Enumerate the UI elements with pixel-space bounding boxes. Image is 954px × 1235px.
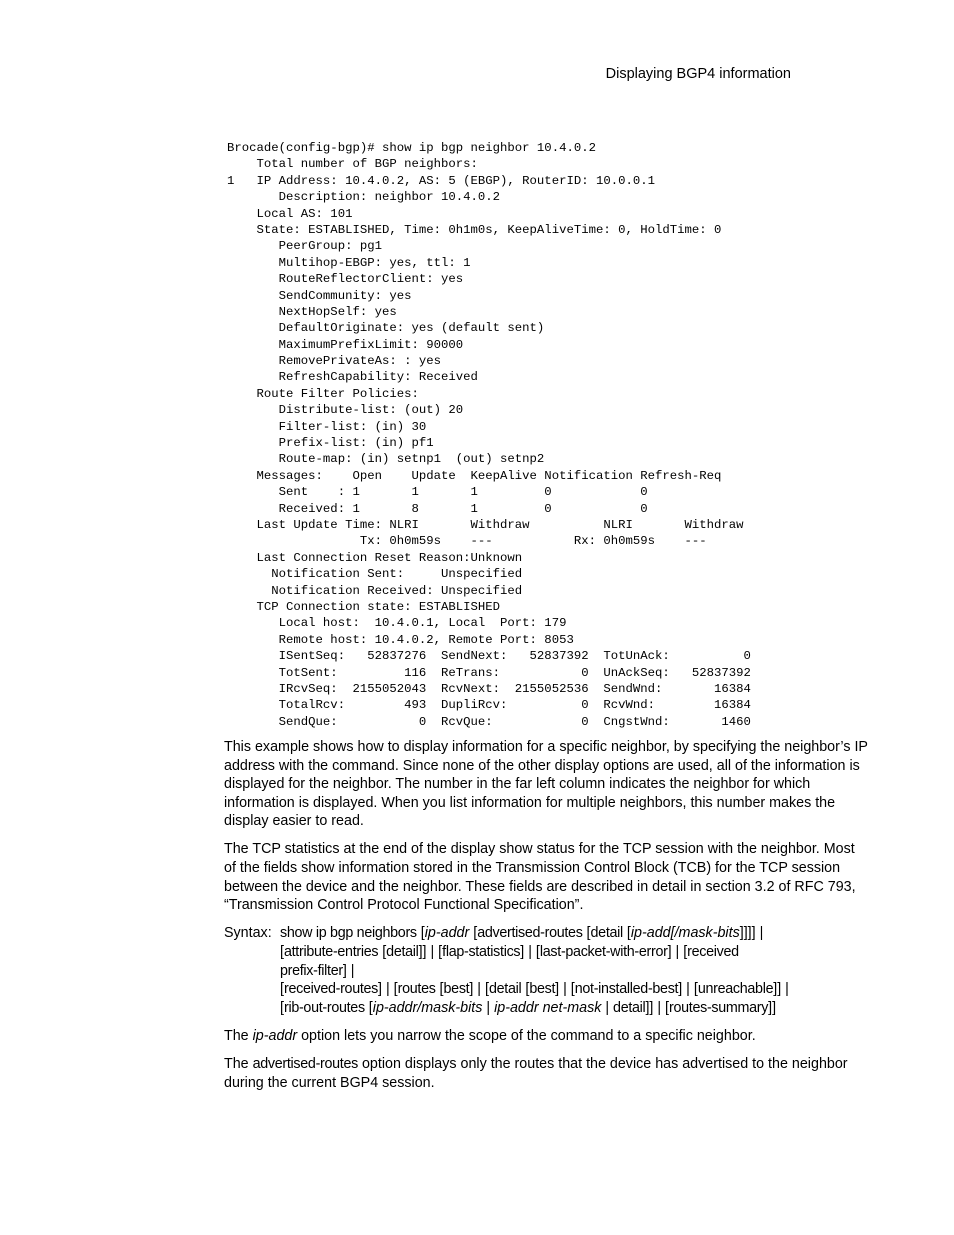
syntax-text: [ — [280, 981, 284, 998]
syntax-keyword: advertised-routes — [477, 925, 583, 942]
paragraph-example: This example shows how to display information for a specific neighbor, by specifying the neighbor’s IP address with the command. Since none of the other display options are used, all of the information is displayed for the neighbor. The number in the far left column indicates the neighbor for which information is displayed. When you list information for multiple neighbors, this number makes the display easier to read. — [224, 739, 868, 830]
syntax-argument: ip-addr — [424, 925, 470, 942]
syntax-text: ] | [ — [667, 943, 688, 960]
code-line: Total number of BGP neighbors: — [227, 157, 478, 172]
paragraph-tcp-statistics: The TCP statistics at the end of the display show status for the TCP session with the neighbor. Most of the fields show information stored in the Transmission Control Block (TCB) for the TCP session between the device and the neighbor. These fields are described in detail in section 3.2 of RFC 793, “Transmission Control Protocol Functional Specification”. — [224, 841, 856, 914]
code-line: IRcvSeq: 2155052043 RcvNext: 2155052536 SendWnd: 16384 — [227, 681, 751, 696]
syntax-text: ]] | [ — [645, 999, 670, 1016]
syntax-text: ] | — [342, 962, 355, 979]
syntax-keyword: rib-out-routes — [283, 999, 365, 1016]
syntax-keyword: unreachable — [697, 981, 774, 998]
paragraph-ip-addr-option — [224, 1027, 869, 1046]
syntax-text: [ — [521, 981, 530, 998]
paragraph-text: The — [224, 1027, 253, 1044]
code-line: Last Update Time: NLRI Withdraw NLRI Withdraw — [227, 517, 744, 532]
syntax-text: ] | [ — [520, 943, 540, 960]
syntax-keyword: flap-statistics — [442, 943, 521, 960]
code-line: TCP Connection state: ESTABLISHED — [227, 599, 501, 614]
paragraph-text: The — [224, 1055, 253, 1072]
syntax-keyword: attribute-entries — [283, 943, 379, 960]
syntax-keyword: received-routes — [283, 981, 379, 998]
code-line: Tx: 0h0m59s --- Rx: 0h0m59s --- — [227, 534, 707, 549]
syntax-text: ] | [ — [469, 981, 489, 998]
syntax-keyword: detail — [386, 943, 419, 960]
code-line: Prefix-list: (in) pf1 — [227, 436, 434, 451]
cli-output-block — [227, 140, 751, 730]
syntax-text: [ — [622, 925, 631, 942]
paragraph-text: option displays only the routes that the device has advertised to the neighbor during the current BGP4 session. — [224, 1055, 848, 1091]
syntax-argument: ip-addr/mask-bits — [372, 999, 483, 1016]
syntax-keyword: detail — [613, 999, 646, 1016]
code-line: Messages: Open Update KeepAlive Notification Refresh-Req — [227, 468, 722, 483]
code-line: Route Filter Policies: — [227, 386, 419, 401]
code-line: Multihop-EBGP: yes, ttl: 1 — [227, 255, 471, 270]
code-line: PeerGroup: pg1 — [227, 239, 382, 254]
code-line: TotSent: 116 ReTrans: 0 UnAckSeq: 52837392 — [227, 665, 751, 680]
syntax-keyword: best — [529, 981, 556, 998]
paragraph-text: option lets you narrow the scope of the command to a specific neighbor. — [297, 1027, 756, 1044]
syntax-text: ] | [ — [555, 981, 575, 998]
code-line: MaximumPrefixLimit: 90000 — [227, 337, 464, 352]
code-line: Sent : 1 1 1 0 0 — [227, 485, 648, 500]
syntax-keyword: prefix-filter — [280, 962, 343, 979]
code-line: Distribute-list: (out) 20 — [227, 403, 464, 418]
syntax-text: [ — [364, 999, 373, 1016]
code-line: Received: 1 8 1 0 0 — [227, 501, 648, 516]
code-line: 1 IP Address: 10.4.0.2, AS: 5 (EBGP), RouterID: 10.0.0.1 — [227, 173, 656, 188]
code-line: Notification Sent: Unspecified — [227, 567, 523, 582]
code-line: TotalRcv: 493 DupliRcv: 0 RcvWnd: 16384 — [227, 698, 751, 713]
syntax-keyword: routes-summary — [669, 999, 769, 1016]
syntax-text: ]] | — [773, 981, 789, 998]
syntax-text: [ — [469, 925, 478, 942]
syntax-keyword: routes — [397, 981, 436, 998]
syntax-text: [ — [280, 943, 284, 960]
syntax-line — [280, 999, 869, 1018]
syntax-line — [280, 962, 869, 981]
code-line: Local host: 10.4.0.1, Local Port: 179 — [227, 616, 567, 631]
code-line: Local AS: 101 — [227, 206, 353, 221]
code-line: ISentSeq: 52837276 SendNext: 52837392 TotUnAck: 0 — [227, 649, 751, 664]
code-line: Description: neighbor 10.4.0.2 — [227, 190, 501, 205]
syntax-keyword: received — [687, 943, 739, 960]
option-keyword: advertised-routes — [252, 1055, 358, 1072]
code-line: Remote host: 10.4.0.2, Remote Port: 8053 — [227, 632, 574, 647]
syntax-text: ]] | [ — [418, 943, 443, 960]
syntax-keyword: last-packet-with-error — [539, 943, 668, 960]
code-line: SendCommunity: yes — [227, 288, 412, 303]
syntax-text: | — [482, 999, 495, 1016]
syntax-keyword: detail — [590, 925, 623, 942]
code-line: SendQue: 0 RcvQue: 0 CngstWnd: 1460 — [227, 714, 751, 729]
syntax-block — [224, 924, 869, 1017]
code-line: DefaultOriginate: yes (default sent) — [227, 321, 545, 336]
syntax-text: [ — [378, 943, 387, 960]
code-line: Last Connection Reset Reason:Unknown — [227, 550, 523, 565]
code-line: Brocade(config-bgp)# show ip bgp neighbor 10.4.0.2 — [227, 141, 596, 155]
syntax-line — [280, 980, 869, 999]
syntax-argument: ip-addr net-mask — [494, 999, 602, 1016]
syntax-text: ]] — [768, 999, 777, 1016]
code-line: RouteReflectorClient: yes — [227, 272, 464, 287]
syntax-line — [280, 943, 869, 962]
code-line: RefreshCapability: Received — [227, 370, 478, 385]
syntax-text: | — [601, 999, 614, 1016]
syntax-argument: ip-add[/mask-bits — [630, 925, 740, 942]
code-line: RemovePrivateAs: : yes — [227, 354, 442, 369]
syntax-label: Syntax: — [224, 925, 272, 942]
syntax-text: [ — [435, 981, 444, 998]
syntax-text: [ — [280, 999, 284, 1016]
syntax-keyword: detail — [488, 981, 522, 998]
code-line: State: ESTABLISHED, Time: 0h1m0s, KeepAliveTime: 0, HoldTime: 0 — [227, 222, 722, 237]
paragraph-advertised-routes-option — [224, 1055, 869, 1092]
syntax-keyword: best — [443, 981, 470, 998]
code-line: NextHopSelf: yes — [227, 304, 397, 319]
syntax-text: [ — [416, 925, 425, 942]
syntax-text: [ — [582, 925, 591, 942]
syntax-text: ]]]] | — [739, 925, 764, 942]
running-header: Displaying BGP4 information — [605, 66, 791, 82]
option-argument: ip-addr — [252, 1027, 298, 1044]
code-line: Route-map: (in) setnp1 (out) setnp2 — [227, 452, 545, 467]
syntax-text: ] | [ — [378, 981, 398, 998]
syntax-keyword: not-installed-best — [574, 981, 679, 998]
body-text — [224, 738, 869, 1102]
command-keyword: show ip bgp neighbors — [280, 925, 417, 942]
syntax-text: ] | [ — [678, 981, 698, 998]
syntax-line — [280, 924, 869, 943]
code-line: Filter-list: (in) 30 — [227, 419, 427, 434]
code-line: Notification Received: Unspecified — [227, 583, 523, 598]
